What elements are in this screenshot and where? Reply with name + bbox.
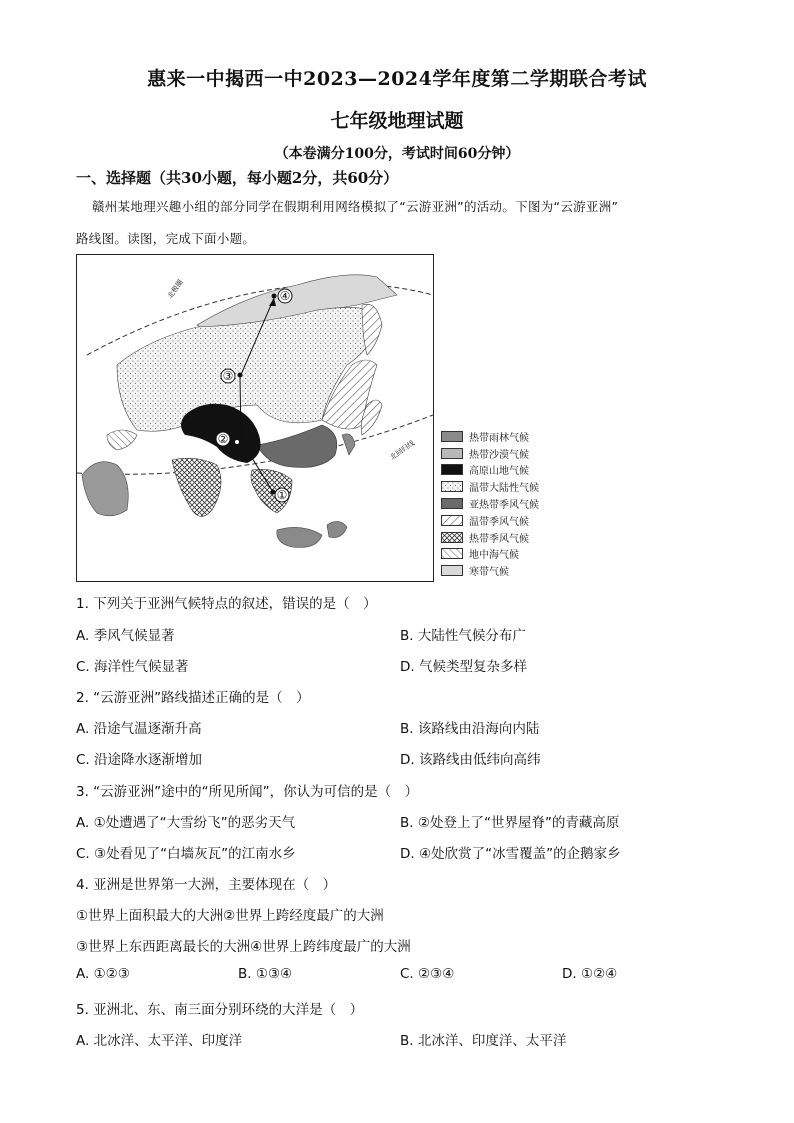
legend-item [441,428,539,445]
question-3-stem: 3. “云游亚洲”途中的“所见所闻”，你认为可信的是（ ） [76,784,419,800]
legend-label: 热带雨林气候 [469,432,529,444]
legend-label: 寒带气候 [469,567,509,579]
legend-label: 温带大陆性气候 [469,483,539,495]
legend-label: 热带季风气候 [469,533,529,545]
q4-option-c[interactable]: C. ②③④ [400,966,455,982]
legend-swatch [441,565,463,576]
question-2-stem: 2. “云游亚洲”路线描述正确的是（ ） [76,690,310,706]
q2-option-a[interactable]: A. 沿途气温逐渐升高 [76,721,202,737]
intro-line-2: 路线图。读图，完成下面小题。 [76,231,256,246]
legend-swatch [441,532,463,543]
route-point-4: ④ [279,289,291,303]
q2-option-b[interactable]: B. 该路线由沿海向内陆 [400,721,540,737]
legend-label: 地中海气候 [469,550,519,562]
q1-option-d[interactable]: D. 气候类型复杂多样 [400,659,527,675]
q1-option-b[interactable]: B. 大陆性气候分布广 [400,628,526,644]
legend-item [441,478,539,495]
asia-climate-map [76,254,434,582]
q3-option-b[interactable]: B. ②处登上了“世界屋脊”的青藏高原 [400,815,620,831]
q2-option-d[interactable]: D. 该路线由低纬向高纬 [400,752,541,768]
legend-item [441,462,539,479]
q3-option-d[interactable]: D. ④处欣赏了“冰雪覆盖”的企鹅家乡 [400,846,621,862]
q1-option-a[interactable]: A. 季风气候显著 [76,628,175,644]
q2-option-c[interactable]: C. 沿途降水逐渐增加 [76,752,203,768]
legend-item [441,562,539,579]
legend-swatch [441,464,463,475]
q5-option-a[interactable]: A. 北冰洋、太平洋、印度洋 [76,1033,243,1049]
q4-statement-line-2: ③世界上东西距离最长的大洲④世界上跨纬度最广的大洲 [76,939,411,955]
legend-label: 温带季风气候 [469,516,529,528]
q1-option-c[interactable]: C. 海洋性气候显著 [76,659,189,675]
tropic-label: 北回归线 [388,439,417,462]
route-point-2: ② [217,432,229,446]
exam-title: 惠来一中揭西一中2023—2024学年度第二学期联合考试 [147,68,647,90]
intro-line-1: 赣州某地理兴趣小组的部分同学在假期利用网络模拟了“云游亚洲”的活动。下图为“云游亚洲” [92,199,619,214]
legend-label: 高原山地气候 [469,466,529,478]
q3-option-c[interactable]: C. ③处看见了“白墙灰瓦”的江南水乡 [76,846,296,862]
legend-item [441,546,539,563]
q4-statement-line-1: ①世界上面积最大的大洲②世界上跨经度最广的大洲 [76,908,384,924]
legend-item [441,445,539,462]
legend-swatch [441,448,463,459]
exam-note: （本卷满分100分，考试时间60分钟） [274,146,520,162]
arctic-circle-label: 北极圈 [166,278,185,301]
legend-item [441,495,539,512]
q5-option-b[interactable]: B. 北冰洋、印度洋、太平洋 [400,1033,567,1049]
q4-option-b[interactable]: B. ①③④ [238,966,293,982]
route-point-3: ③ [222,369,234,383]
legend-swatch [441,431,463,442]
legend-swatch [441,515,463,526]
q4-option-d[interactable]: D. ①②④ [562,966,618,982]
section-heading: 一、选择题（共30小题，每小题2分，共60分） [76,169,399,187]
legend-swatch [441,481,463,492]
legend-item [441,512,539,529]
question-4-stem: 4. 亚洲是世界第一大洲，主要体现在（ ） [76,877,337,893]
question-1-stem: 1. 下列关于亚洲气候特点的叙述，错误的是（ ） [76,596,377,612]
question-5-stem: 5. 亚洲北、东、南三面分别环绕的大洋是（ ） [76,1002,364,1018]
q3-option-a[interactable]: A. ①处遭遇了“大雪纷飞”的恶劣天气 [76,815,296,831]
route-point-1: ① [276,488,288,502]
exam-subtitle: 七年级地理试题 [330,110,464,132]
q4-option-a[interactable]: A. ①②③ [76,966,130,982]
legend-label: 亚热带季风气候 [469,500,539,512]
legend-label: 热带沙漠气候 [469,449,529,461]
legend-item [441,529,539,546]
legend-swatch [441,548,463,559]
legend-swatch [441,498,463,509]
map-legend [441,428,539,579]
